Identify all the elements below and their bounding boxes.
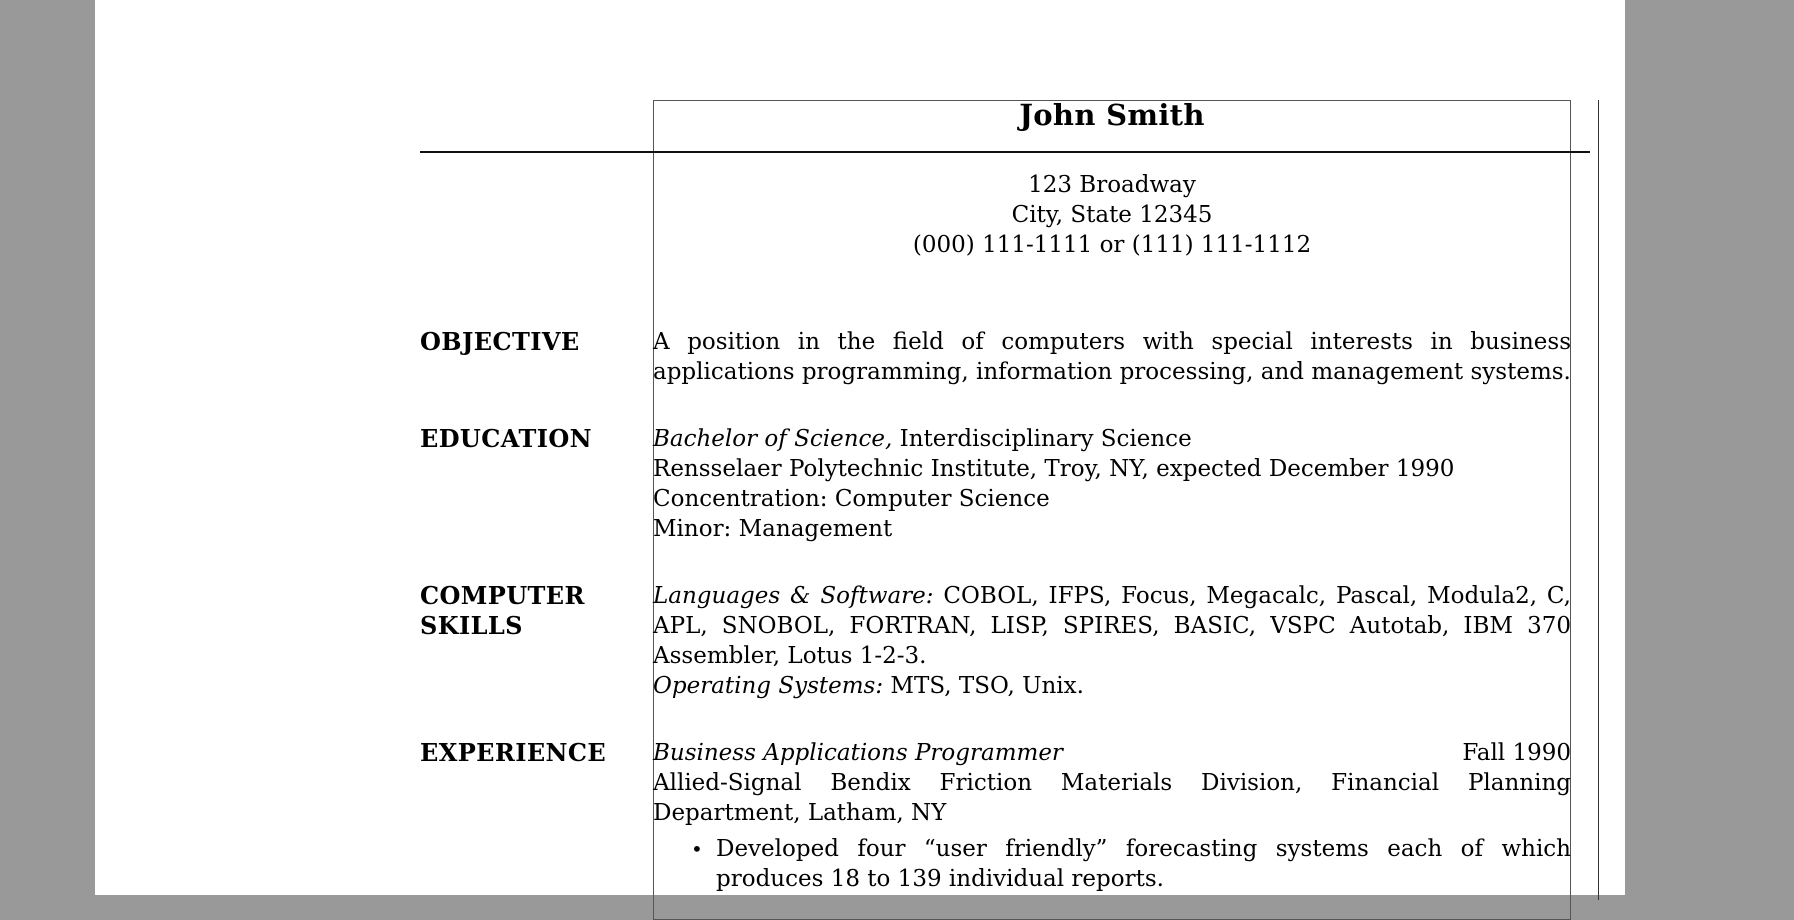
languages-list: COBOL, IFPS, Focus, Megacalc, Pascal, Modula2, C, APL, SNOBOL, FORTRAN, LISP, SPIRES, BASIC, VSPC Autotab, IBM 370 Assembler, Lotus 1-2-3. (653, 583, 1571, 669)
os-list: MTS, TSO, Unix. (883, 673, 1084, 699)
job-header (653, 738, 1571, 768)
job-title: Business Applications Programmer (653, 740, 1063, 766)
languages-paragraph (653, 581, 1571, 671)
os-label: Operating Systems: (653, 673, 884, 699)
list-item (653, 834, 1571, 894)
education-heading: EDUCATION (420, 424, 592, 453)
skills-body (653, 581, 1571, 701)
minor-line: Minor: Management (653, 516, 893, 542)
degree-line (653, 424, 1571, 454)
os-line (653, 671, 1571, 701)
concentration-line: Concentration: Computer Science (653, 486, 1050, 512)
address-line-1: 123 Broadway (1028, 172, 1196, 198)
degree: Bachelor of Science, (653, 426, 893, 452)
job-date: Fall 1990 (1462, 740, 1571, 766)
degree-field: Interdisciplinary Science (892, 426, 1192, 452)
objective-text: A position in the field of computers with special interests in business applications programming, information processing, and management systems. (653, 329, 1571, 385)
experience-body (653, 738, 1571, 894)
employer-line: Allied-Signal Bendix Friction Materials Division, Financial Planning Department, Latham, NY (653, 770, 1571, 826)
education-body (653, 424, 1571, 544)
phone-numbers: (000) 111-1111 or (111) 111-1112 (912, 232, 1312, 258)
school-line: Rensselaer Polytechnic Institute, Troy, NY, expected December 1990 (653, 456, 1455, 482)
bullet-text: Developed four “user friendly” forecasting systems each of which produces 18 to 139 individual reports. (716, 836, 1571, 892)
objective-heading: OBJECTIVE (420, 327, 580, 356)
skills-heading-line-1: COMPUTER (420, 581, 585, 610)
document-page (95, 0, 1625, 895)
right-margin-rule (1598, 100, 1599, 900)
bullet-icon: • (691, 837, 703, 861)
header-rule (420, 151, 1590, 153)
address-line-2: City, State 12345 (1011, 202, 1213, 228)
contact-block (653, 170, 1571, 260)
resume-name: John Smith (1019, 98, 1205, 132)
skills-heading-line-2: SKILLS (420, 611, 523, 640)
skills-heading (420, 581, 630, 641)
experience-heading: EXPERIENCE (420, 738, 607, 767)
job-bullets (653, 834, 1571, 894)
languages-label: Languages & Software: (653, 583, 934, 609)
